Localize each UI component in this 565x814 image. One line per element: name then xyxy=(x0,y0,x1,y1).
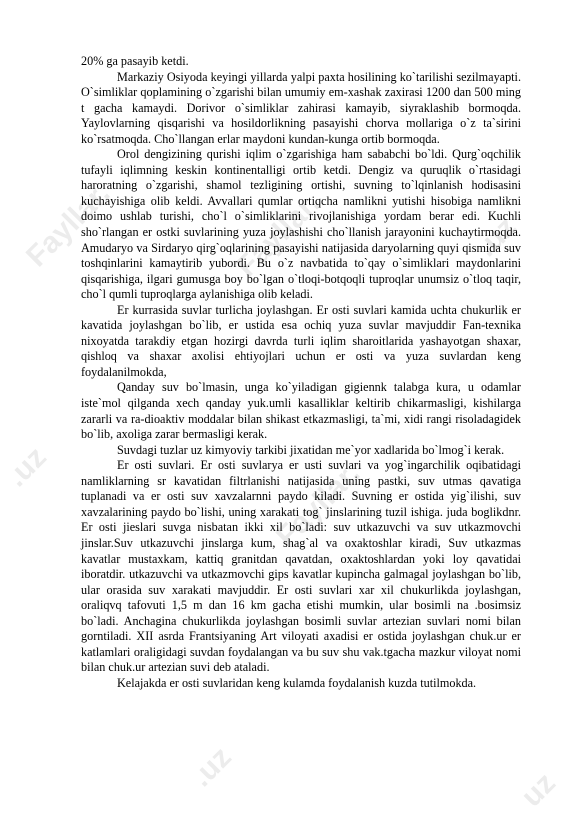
paragraph-hygiene-requirements: Qanday suv bo`lmasin, unga ko`yiladigan gigiennk talabga kura, u odamlar iste`mol qilganda xech qanday yuk.umli kasalliklar keltirib chikarmasligi, kishilarga zararli va ra-dioaktiv moddalar bilan shikast etkazmasligi, ta`mi, xidi rangi risoladagidek bo`lib, axoliga zarar bermasligi kerak. xyxy=(81,380,521,442)
watermark-fragment: .uz xyxy=(185,740,238,794)
paragraph-groundwater: Er osti suvlari. Er osti suvlarya er usti suvlari va yog`ingarchilik oqibatidagi namliklarning sr kavatidan filtrlanishi natijasida uning pastki, suv utmas qavatiga tuplanadi va er osti suv xavzalarnni paydo kiladi. Suvning er ostida yig`ilishi, suv xavzalarining paydo bo`lishi, uning xarakati tog` jinslarining tuzil ishiga. juda boglikdnr. Er osti jieslari suvga nisbatan ikki xil bo`ladi: suv utkazuvchi va suv utkazmovchi jinslar.Suv utkazuvchi jinslarga kum, shag`al va oxaktoshlar kiradi, Suv utkazmas kavatlar mustaxkam, kattiq granitdan qavatdan, oxaktoshlardan yoki loy qavatidai iboratdir. utkazuvchi va utkazmovchi gips kavatlar kupincha galmagal joylashgan bo`lib, ular orasida suv xarakati mavjuddir. Er osti suvlari xar xil chukurlikda joylashgan, oraliqvq tafovuti 1,5 m dan 16 km gacha etishi mumkin, ular bosimli na .bosimsiz bo`ladi. Anchagina chukurlikda joylashgan bosimli suvlar artezian suvlari nomi bilan gorntiladi. XII asrda Frantsiyaning Art viloyati axadisi er ostida joylashgan chuk.ur er katlamlari oraligidagi suvdan foydalangan va bu suv shu vak.tgacha mazkur viloyat nomi bilan chuk.ur artezian suvi deb ataladi. xyxy=(81,458,521,675)
document-page xyxy=(81,54,521,691)
paragraph-future-use: Kelajakda er osti suvlaridan keng kulamda foydalanish kuzda tutilmokda. xyxy=(117,675,477,690)
paragraph-earth-waters: Er kurrasida suvlar turlicha joylashgan. Er osti suvlari kamida uchta chukurlik er kavatida joylashgan bo`lib, er ustida esa ochiq yuza suvlar mavjuddir Fan-texnika nixoyatda tarakdiy etgan hozirgi davrda turli iqlim sharoitlarida yashayotgan shaxar, qishloq va shaxar axolisi ehtiyojlari uchun er osti va yuza suvlardan keng foydalanilmokda, xyxy=(81,302,521,379)
paragraph-aral-sea: Orol dengizining qurishi iqlim o`zgarishiga ham sababchi bo`ldi. Qurg`oqchilik tufayli iqlimning keskin kontinentalligi ortib ketdi. Dengiz va quruqlik o`rtasidagi haroratning o`zgarishi, shamol tezligining ortishi, suvning to`lqinlanish hodisasini kuchayishiga olib keldi. Avvallari qumlar ortiqcha namlikni yutishi hisobiga namlikni doimo ushlab turishi, cho`l o`simliklarini rivojlanishiga yordam berar edi. Kuchli sho`rlangan er ostki suvlarining yuza joylashishi cho`llanish jarayonini kuchaytirmoqda. Amudaryo va Sirdaryo qirg`oqlarining pasayishi natijasida daryolarning quyi qismida suv toshqinlarini kamaytirib yubordi. Bu o`z navbatida to`qay o`simliklari maydonlarini qisqarishiga, ilgari gumusga boy bo`lgan o`tloqi-botqoqli tuproqlar unumsiz o`tloq taqir, cho`l qumli tuproqlarga aylanishiga olib keladi. xyxy=(81,147,521,302)
watermark-fragment: Fayllar. xyxy=(270,456,367,554)
paragraph-continuation: 20% ga pasayib ketdi. xyxy=(81,54,189,68)
watermark-fragment: .uz xyxy=(470,210,523,264)
watermark-fragment: Fayllar. xyxy=(230,186,327,284)
watermark-fragment: Fayllar. xyxy=(20,176,117,274)
paragraph-salts: Suvdagi tuzlar uz kimyoviy tarkibi jixatidan me`yor xadlarida bo`lmog`i kerak. xyxy=(117,442,505,457)
paragraph-cotton-yield: Markaziy Osiyoda keyingi yillarda yalpi paxta hosilining ko`tarilishi sezilmayapti. O`simliklar qoplamining o`zgarishi bilan umumiy em-xashak zaxirasi 1200 dan 500 ming t gacha kamaydi. Dorivor o`simliklar zahirasi kamayib, siyraklashib bormoqda. Yaylovlarning qisqarishi va hosildorlikning pasayishi chorva mollariga o`z ta`sirini ko`rsatmoqda. Cho`llangan erlar maydoni kundan-kunga ortib bormoqda. xyxy=(81,69,521,146)
watermark-fragment: uz xyxy=(515,766,562,814)
watermark-fragment: .uz xyxy=(0,440,53,494)
